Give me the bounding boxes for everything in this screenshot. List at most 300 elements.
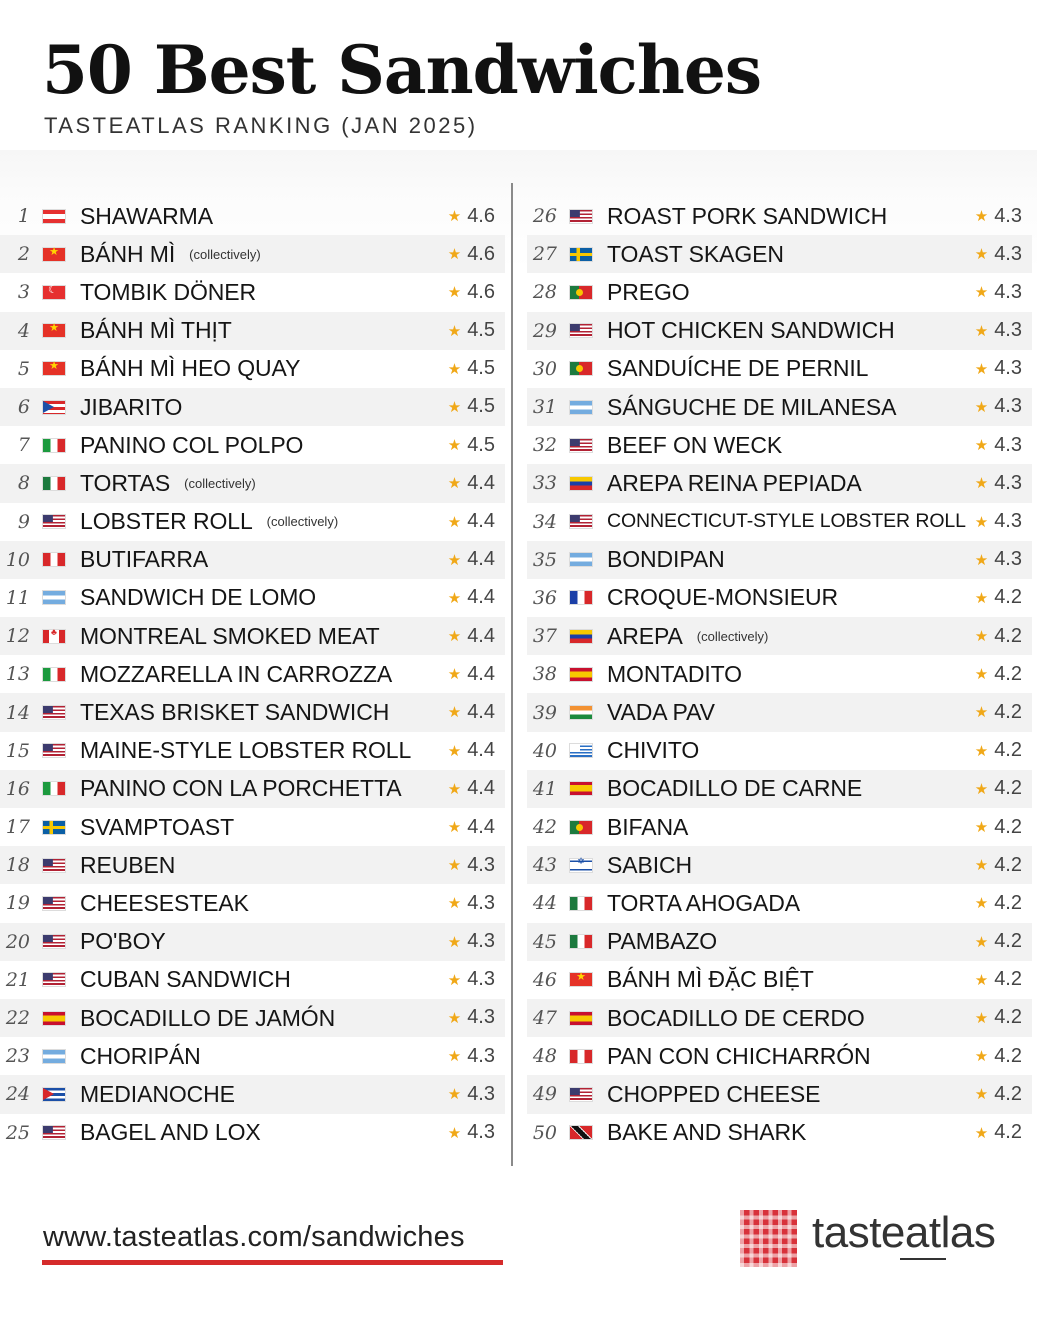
rating xyxy=(448,1037,495,1075)
flag-es-icon xyxy=(569,781,593,796)
rating-value: 4.2 xyxy=(994,815,1022,838)
ranking-row xyxy=(0,197,505,235)
sandwich-name[interactable]: HOT CHICKEN SANDWICH xyxy=(607,317,895,344)
flag-uy-icon xyxy=(569,743,593,758)
sandwich-name[interactable]: BUTIFARRA xyxy=(80,546,209,573)
rating-value: 4.3 xyxy=(467,1044,495,1067)
rating xyxy=(975,579,1022,617)
sandwich-name[interactable]: SVAMPTOAST xyxy=(80,813,235,840)
sandwich-name[interactable]: CUBAN SANDWICH xyxy=(80,966,291,993)
ranking-row xyxy=(527,884,1032,922)
star-icon: ★ xyxy=(974,819,989,836)
rank-number: 24 xyxy=(5,1083,30,1106)
rank-number: 22 xyxy=(5,1007,30,1030)
rating xyxy=(975,1075,1022,1113)
sandwich-name[interactable]: SANDUÍCHE DE PERNIL xyxy=(607,355,869,382)
rank-number: 37 xyxy=(532,625,557,648)
flag-in-icon xyxy=(569,705,593,720)
sandwich-name[interactable]: SHAWARMA xyxy=(80,202,213,229)
star-icon: ★ xyxy=(447,666,462,684)
sandwich-note: (collectively) xyxy=(696,628,769,644)
star-icon: ★ xyxy=(447,284,462,302)
rank-number: 34 xyxy=(532,510,557,533)
star-icon: ★ xyxy=(974,895,989,913)
sandwich-note: (collectively) xyxy=(266,514,339,530)
ranking-row xyxy=(527,464,1032,502)
star-icon: ★ xyxy=(974,513,989,531)
sandwich-name[interactable]: AREPA xyxy=(607,622,683,649)
ranking-row xyxy=(0,235,505,273)
star-icon: ★ xyxy=(447,437,462,455)
ranking-row xyxy=(0,426,505,464)
ranking-row xyxy=(527,770,1032,808)
ranking-row xyxy=(0,693,505,731)
flag-us-icon xyxy=(569,1087,593,1102)
ranking-row xyxy=(527,350,1032,388)
star-icon: ★ xyxy=(974,551,989,569)
star-icon: ★ xyxy=(447,1086,462,1104)
ranking-row xyxy=(527,617,1032,655)
sandwich-name[interactable]: ROAST PORK SANDWICH xyxy=(607,202,888,229)
sandwich-name[interactable]: AREPA REINA PEPIADA xyxy=(607,469,862,496)
star-icon: ★ xyxy=(447,780,462,798)
flag-it-icon xyxy=(42,781,66,796)
flag-pt-icon xyxy=(569,820,593,835)
rating-value: 4.3 xyxy=(467,853,495,876)
star-icon: ★ xyxy=(447,895,462,913)
ranking-row xyxy=(527,579,1032,617)
rating xyxy=(975,1114,1022,1152)
star-icon: ★ xyxy=(974,857,989,875)
rating xyxy=(975,655,1022,693)
ranking-row xyxy=(527,503,1032,541)
rating-value: 4.3 xyxy=(467,930,495,953)
flag-vn-icon xyxy=(42,247,66,262)
rank-number: 15 xyxy=(5,739,30,762)
ranking-row xyxy=(0,1114,505,1152)
flag-it-icon xyxy=(42,667,66,682)
rating-value: 4.4 xyxy=(467,662,495,685)
rank-number: 14 xyxy=(5,701,30,724)
rating-value: 4.4 xyxy=(467,815,495,838)
rank-number: 19 xyxy=(5,892,30,915)
rating xyxy=(975,923,1022,961)
ranking-row xyxy=(527,999,1032,1037)
ranking-row xyxy=(527,1037,1032,1075)
rank-number: 50 xyxy=(532,1121,557,1144)
ranking-row xyxy=(0,923,505,961)
sandwich-name[interactable]: PANINO COL POLPO xyxy=(80,431,304,458)
rating xyxy=(448,426,495,464)
flag-tr-icon xyxy=(42,285,66,300)
rank-number: 12 xyxy=(5,625,30,648)
rating xyxy=(975,961,1022,999)
rating xyxy=(975,541,1022,579)
sandwich-name[interactable]: TOAST SKAGEN xyxy=(607,240,784,267)
sandwich-name[interactable]: CROQUE-MONSIEUR xyxy=(607,584,839,611)
rating xyxy=(448,350,495,388)
ranking-row xyxy=(0,617,505,655)
sandwich-name[interactable]: MAINE-STYLE LOBSTER ROLL xyxy=(80,737,412,764)
rank-number: 9 xyxy=(17,510,30,533)
star-icon: ★ xyxy=(974,208,989,225)
star-icon: ★ xyxy=(447,322,462,340)
rank-number: 26 xyxy=(532,205,557,228)
flag-us-icon xyxy=(42,705,66,720)
rank-number: 29 xyxy=(532,319,557,342)
ranking-column-right xyxy=(527,197,1032,1152)
rating xyxy=(448,1075,495,1113)
rating xyxy=(975,235,1022,273)
sandwich-name[interactable]: CONNECTICUT-STYLE LOBSTER ROLL xyxy=(607,510,966,533)
sandwich-name[interactable]: TOMBIK DÖNER xyxy=(80,278,257,305)
brand-logo-text: tasteatlas xyxy=(812,1208,996,1257)
ranking-row xyxy=(527,1114,1032,1152)
star-icon: ★ xyxy=(974,398,989,416)
rating-value: 4.4 xyxy=(467,471,495,494)
star-icon: ★ xyxy=(974,322,989,340)
rank-number: 36 xyxy=(532,586,557,609)
rank-number: 13 xyxy=(5,663,30,686)
sandwich-name[interactable]: BONDIPAN xyxy=(607,546,725,573)
url-underline xyxy=(42,1260,503,1265)
flag-it-icon xyxy=(42,438,66,453)
rating-value: 4.2 xyxy=(994,968,1022,991)
rating xyxy=(975,273,1022,311)
rating-value: 4.4 xyxy=(467,586,495,609)
ranking-row xyxy=(527,312,1032,350)
star-icon: ★ xyxy=(974,437,989,455)
flag-mx-icon xyxy=(569,934,593,949)
flag-us-icon xyxy=(42,743,66,758)
rating-value: 4.6 xyxy=(467,280,495,303)
page-title: 50 Best Sandwiches xyxy=(42,31,761,109)
sandwich-name[interactable]: BEEF ON WECK xyxy=(607,431,783,458)
sandwich-name[interactable]: BÁNH MÌ ĐẶC BIỆT xyxy=(607,966,814,993)
star-icon: ★ xyxy=(974,742,989,760)
tasteatlas-logo-icon xyxy=(740,1210,797,1267)
rating-value: 4.3 xyxy=(994,319,1022,342)
flag-pe-icon xyxy=(569,1049,593,1064)
sandwich-name[interactable]: SABICH xyxy=(607,851,693,878)
star-icon: ★ xyxy=(974,1048,989,1066)
star-icon: ★ xyxy=(447,208,462,225)
rating xyxy=(448,808,495,846)
rating xyxy=(448,1114,495,1152)
star-icon: ★ xyxy=(974,589,989,607)
rank-number: 41 xyxy=(532,777,557,800)
website-link[interactable]: www.tasteatlas.com/sandwiches xyxy=(43,1221,465,1253)
flag-ar-icon xyxy=(569,552,593,567)
ranking-row xyxy=(0,884,505,922)
rank-number: 30 xyxy=(532,357,557,380)
rating xyxy=(975,312,1022,350)
rating xyxy=(975,388,1022,426)
rating-value: 4.3 xyxy=(467,1121,495,1143)
rank-number: 21 xyxy=(5,968,30,991)
rating-value: 4.2 xyxy=(994,624,1022,647)
star-icon: ★ xyxy=(447,628,462,646)
rating xyxy=(975,350,1022,388)
rank-number: 23 xyxy=(5,1045,30,1068)
star-icon: ★ xyxy=(447,360,462,378)
rating xyxy=(448,464,495,502)
rating xyxy=(448,999,495,1037)
flag-us-icon xyxy=(42,514,66,529)
rating xyxy=(448,197,495,235)
star-icon: ★ xyxy=(974,1124,989,1142)
sandwich-name[interactable]: BAKE AND SHARK xyxy=(607,1119,807,1146)
ranking-row xyxy=(0,999,505,1037)
sandwich-name[interactable]: BOCADILLO DE CERDO xyxy=(607,1004,865,1031)
rank-number: 32 xyxy=(532,434,557,457)
flag-mx-icon xyxy=(42,476,66,491)
ranking-row xyxy=(0,732,505,770)
rank-number: 16 xyxy=(5,777,30,800)
sandwich-name[interactable]: SANDWICH DE LOMO xyxy=(80,584,317,611)
flag-vn-icon xyxy=(569,972,593,987)
flag-il-icon xyxy=(569,858,593,873)
rating-value: 4.2 xyxy=(994,1082,1022,1105)
rating-value: 4.6 xyxy=(467,204,495,227)
rating xyxy=(448,503,495,541)
star-icon: ★ xyxy=(974,704,989,722)
star-icon: ★ xyxy=(974,971,989,989)
rating-value: 4.5 xyxy=(467,319,495,342)
sandwich-name[interactable]: MEDIANOCHE xyxy=(80,1080,235,1107)
sandwich-name[interactable]: PANINO CON LA PORCHETTA xyxy=(80,775,402,802)
rank-number: 20 xyxy=(5,930,30,953)
rank-number: 31 xyxy=(532,396,557,419)
rating-value: 4.3 xyxy=(467,891,495,914)
flag-us-icon xyxy=(42,858,66,873)
flag-mx-icon xyxy=(569,896,593,911)
ranking-column-left xyxy=(0,197,505,1152)
sandwich-name[interactable]: TORTA AHOGADA xyxy=(607,889,800,916)
ranking-row xyxy=(0,1037,505,1075)
rating-value: 4.2 xyxy=(994,1006,1022,1029)
rating xyxy=(448,732,495,770)
rank-number: 7 xyxy=(17,434,30,457)
ranking-row xyxy=(527,808,1032,846)
rating-value: 4.3 xyxy=(994,357,1022,380)
rank-number: 43 xyxy=(532,854,557,877)
flag-se-icon xyxy=(42,820,66,835)
sandwich-name[interactable]: REUBEN xyxy=(80,851,176,878)
rating xyxy=(975,884,1022,922)
flag-ar-icon xyxy=(569,400,593,415)
logo-underline xyxy=(900,1258,946,1260)
flag-ve-icon xyxy=(569,629,593,644)
flag-us-icon xyxy=(569,438,593,453)
rating-value: 4.4 xyxy=(467,624,495,647)
rating-value: 4.3 xyxy=(994,204,1022,227)
ranking-row xyxy=(527,655,1032,693)
sandwich-name[interactable]: BIFANA xyxy=(607,813,689,840)
rating-value: 4.2 xyxy=(994,853,1022,876)
star-icon: ★ xyxy=(447,398,462,416)
star-icon: ★ xyxy=(974,780,989,798)
star-icon: ★ xyxy=(447,819,462,836)
sandwich-name[interactable]: VADA PAV xyxy=(607,699,715,726)
rating-value: 4.2 xyxy=(994,739,1022,762)
flag-es-icon xyxy=(569,1011,593,1026)
star-icon: ★ xyxy=(974,1009,989,1027)
rating-value: 4.4 xyxy=(467,548,495,571)
sandwich-name[interactable]: CHOPPED CHEESE xyxy=(607,1080,821,1107)
sandwich-name[interactable]: BÁNH MÌ xyxy=(80,240,176,267)
star-icon: ★ xyxy=(974,475,989,493)
ranking-row xyxy=(527,961,1032,999)
sandwich-name[interactable]: MOZZARELLA IN CARROZZA xyxy=(80,660,393,687)
ranking-row xyxy=(527,1075,1032,1113)
flag-pt-icon xyxy=(569,285,593,300)
rating-value: 4.2 xyxy=(994,586,1022,609)
star-icon: ★ xyxy=(974,933,989,951)
sandwich-name[interactable]: BAGEL AND LOX xyxy=(80,1119,261,1146)
sandwich-name[interactable]: BOCADILLO DE CARNE xyxy=(607,775,863,802)
rating xyxy=(448,617,495,655)
sandwich-name[interactable]: CHIVITO xyxy=(607,737,700,764)
sandwich-name[interactable]: MONTADITO xyxy=(607,660,742,687)
star-icon: ★ xyxy=(447,475,462,493)
sandwich-note: (collectively) xyxy=(189,246,261,262)
flag-ca-icon xyxy=(42,629,66,644)
page-subtitle: TASTEATLAS RANKING (JAN 2025) xyxy=(44,113,478,138)
star-icon: ★ xyxy=(974,1086,989,1104)
star-icon: ★ xyxy=(974,628,989,646)
flag-us-icon xyxy=(42,896,66,911)
rating xyxy=(975,999,1022,1037)
ranking-row xyxy=(527,426,1032,464)
rating-value: 4.4 xyxy=(467,700,495,723)
rating-value: 4.3 xyxy=(994,510,1022,532)
sandwich-name[interactable]: LOBSTER ROLL xyxy=(80,508,253,535)
rating xyxy=(975,732,1022,770)
sandwich-name[interactable]: JIBARITO xyxy=(80,393,183,420)
star-icon: ★ xyxy=(447,933,462,951)
rating-value: 4.3 xyxy=(467,1082,495,1105)
rating-value: 4.2 xyxy=(994,891,1022,914)
rating-value: 4.3 xyxy=(467,1006,495,1029)
rating-value: 4.5 xyxy=(467,357,495,380)
flag-se-icon xyxy=(569,247,593,262)
star-icon: ★ xyxy=(447,1009,462,1027)
star-icon: ★ xyxy=(447,971,462,989)
sandwich-name[interactable]: CHORIPÁN xyxy=(80,1042,201,1069)
rank-number: 10 xyxy=(5,548,30,571)
rank-number: 35 xyxy=(532,548,557,571)
star-icon: ★ xyxy=(447,551,462,569)
ranking-row xyxy=(0,350,505,388)
rating xyxy=(448,961,495,999)
rating-value: 4.5 xyxy=(467,433,495,456)
rank-number: 44 xyxy=(532,892,557,915)
rating-value: 4.6 xyxy=(467,242,495,265)
rank-number: 33 xyxy=(532,472,557,495)
flag-cu-icon xyxy=(42,1087,66,1102)
sandwich-name[interactable]: PAMBAZO xyxy=(607,928,718,955)
star-icon: ★ xyxy=(447,1048,462,1066)
sandwich-name[interactable]: PAN CON CHICHARRÓN xyxy=(607,1042,871,1069)
rank-number: 8 xyxy=(17,472,30,495)
rating xyxy=(975,464,1022,502)
rating-value: 4.2 xyxy=(994,662,1022,685)
rating xyxy=(448,770,495,808)
flag-vn-icon xyxy=(42,323,66,338)
rating-value: 4.2 xyxy=(994,1044,1022,1067)
flag-vn-icon xyxy=(42,361,66,376)
sandwich-name[interactable]: PO'BOY xyxy=(80,928,166,955)
rating xyxy=(975,846,1022,884)
flag-lb-icon xyxy=(42,209,66,224)
flag-ar-icon xyxy=(42,1049,66,1064)
rank-number: 45 xyxy=(532,930,557,953)
rank-number: 28 xyxy=(532,281,557,304)
sandwich-name[interactable]: BÁNH MÌ THỊT xyxy=(80,317,232,344)
rank-number: 5 xyxy=(17,357,30,380)
rating xyxy=(975,770,1022,808)
star-icon: ★ xyxy=(974,246,989,264)
star-icon: ★ xyxy=(974,666,989,684)
sandwich-name[interactable]: TEXAS BRISKET SANDWICH xyxy=(80,699,390,726)
rating xyxy=(975,693,1022,731)
rating xyxy=(975,808,1022,846)
rank-number: 17 xyxy=(5,816,30,839)
sandwich-name[interactable]: SÁNGUCHE DE MILANESA xyxy=(607,393,897,420)
sandwich-name[interactable]: TORTAS xyxy=(80,469,171,496)
ranking-row xyxy=(527,541,1032,579)
rating-value: 4.3 xyxy=(994,242,1022,265)
rating-value: 4.5 xyxy=(467,395,495,418)
sandwich-name[interactable]: MONTREAL SMOKED MEAT xyxy=(80,622,380,649)
ranking-row xyxy=(0,273,505,311)
ranking-row xyxy=(527,846,1032,884)
rank-number: 25 xyxy=(5,1121,30,1144)
rating-value: 4.3 xyxy=(994,548,1022,571)
flag-us-icon xyxy=(42,1125,66,1140)
flag-pe-icon xyxy=(42,552,66,567)
rank-number: 49 xyxy=(532,1083,557,1106)
rating xyxy=(448,655,495,693)
flag-es-icon xyxy=(42,1011,66,1026)
rating xyxy=(448,846,495,884)
rank-number: 11 xyxy=(5,586,30,609)
rank-number: 27 xyxy=(532,243,557,266)
flag-ve-icon xyxy=(569,476,593,491)
rating xyxy=(975,197,1022,235)
ranking-row xyxy=(527,273,1032,311)
rank-number: 18 xyxy=(5,854,30,877)
flag-us-icon xyxy=(569,323,593,338)
rating-value: 4.3 xyxy=(467,968,495,991)
ranking-row xyxy=(0,503,505,541)
rating-value: 4.2 xyxy=(994,777,1022,800)
rank-number: 40 xyxy=(532,739,557,762)
star-icon: ★ xyxy=(447,513,462,531)
sandwich-name[interactable]: PREGO xyxy=(607,278,690,305)
sandwich-note: (collectively) xyxy=(184,475,256,491)
rating-value: 4.2 xyxy=(994,700,1022,723)
rank-number: 46 xyxy=(532,968,557,991)
sandwich-name[interactable]: BÁNH MÌ HEO QUAY xyxy=(80,355,301,382)
star-icon: ★ xyxy=(447,742,462,760)
flag-fr-icon xyxy=(569,590,593,605)
rating-value: 4.4 xyxy=(467,739,495,762)
rating xyxy=(448,923,495,961)
sandwich-name[interactable]: BOCADILLO DE JAMÓN xyxy=(80,1004,336,1031)
sandwich-name[interactable]: CHEESESTEAK xyxy=(80,889,249,916)
